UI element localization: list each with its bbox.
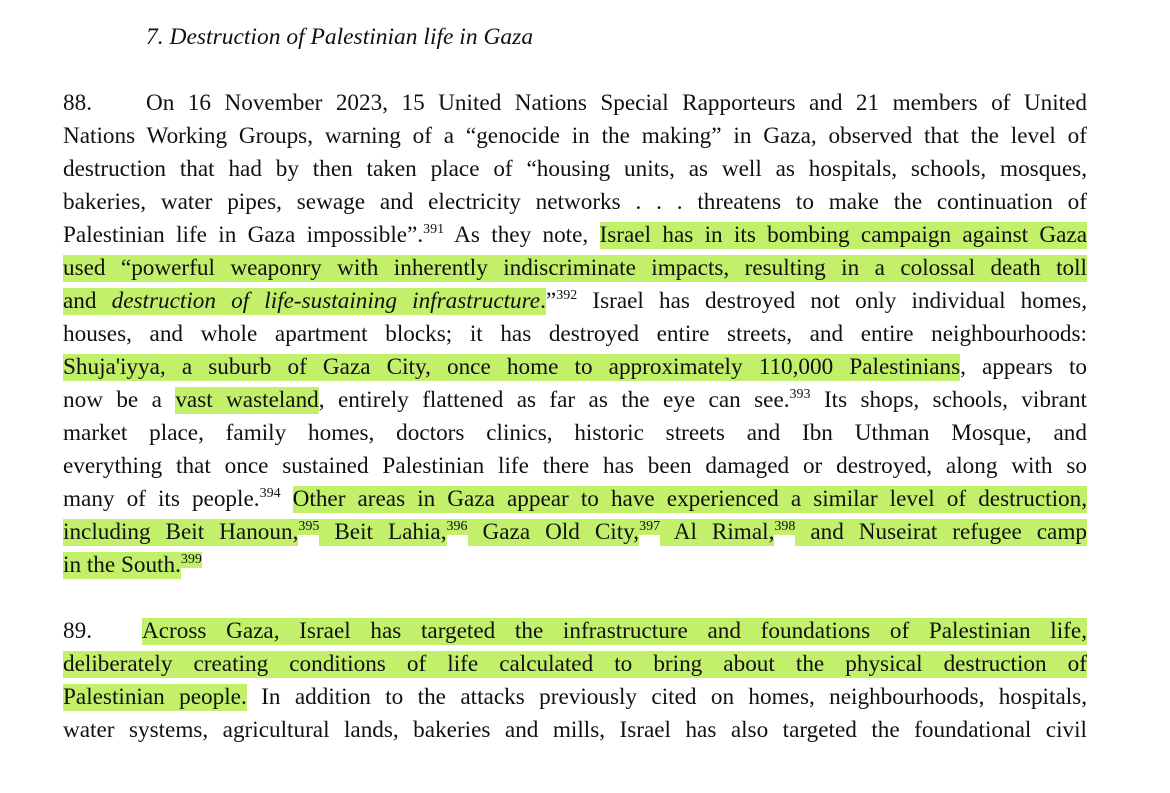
para-88-line-12	[63, 450, 1087, 483]
para-88-line-2	[63, 120, 1087, 153]
para-89-text: In addition to the attacks previously cited on homes, neighbourhoods, hospitals,	[246, 684, 1088, 710]
para-88-text: market place, family homes, doctors clinics, historic streets and Ibn Uthman Mosque, and	[63, 420, 1087, 446]
para-88-line-14	[63, 516, 1087, 549]
highlighted-text: .	[540, 288, 546, 314]
footnote-ref-391[interactable]: 391	[423, 222, 445, 237]
para-88-text: , entirely flattened as far as the eye can see.	[318, 387, 790, 413]
para-88-line-10	[63, 384, 1087, 417]
highlighted-text: including Beit Hanoun,	[63, 519, 299, 545]
highlighted-italic-text: destruction of life-sustaining infrastructure	[111, 288, 541, 314]
para-88-text: everything that once sustained Palestinian life there has been damaged or destroyed, along with so	[63, 453, 1087, 479]
para-88-line-7	[63, 285, 1087, 318]
section-heading: 7. Destruction of Palestinian life in Gaza	[146, 24, 534, 50]
footnote-ref-392[interactable]: 392	[556, 288, 578, 303]
para-88-text: Israel has destroyed not only individual homes,	[577, 288, 1088, 314]
highlighted-text: Other areas in Gaza appear to have experienced a similar level of destruction,	[292, 486, 1088, 512]
footnote-ref-394[interactable]: 394	[259, 486, 281, 501]
para-88-line-11	[63, 417, 1087, 450]
paragraph-number-88: 88.	[63, 90, 92, 116]
para-89-text: water systems, agricultural lands, bakeries and mills, Israel has also targeted the foundational civil	[63, 717, 1087, 743]
para-88-line-3	[63, 153, 1087, 186]
para-88-line-15	[63, 549, 1087, 582]
highlighted-text: vast wasteland	[175, 387, 319, 413]
highlighted-text: Al Rimal,	[660, 519, 775, 545]
para-88-line-6	[63, 252, 1087, 285]
para-89-line-3	[63, 681, 1087, 714]
para-88-line-4	[63, 186, 1087, 219]
para-88-text: bakeries, water pipes, sewage and electricity networks . . . threatens to make the continuation of	[63, 189, 1087, 215]
para-88-text: now be a	[63, 387, 176, 413]
footnote-ref-395[interactable]: 395	[298, 519, 320, 534]
highlighted-text: deliberately creating conditions of life calculated to bring about the physical destruction of	[63, 651, 1087, 677]
highlighted-text: and	[63, 288, 112, 314]
para-88-text: Nations Working Groups, warning of a “genocide in the making” in Gaza, observed that the level of	[63, 123, 1087, 149]
paragraph-number-89: 89.	[63, 618, 92, 644]
highlighted-text: Shuja'iyya, a suburb of Gaza City, once home to approximately 110,000 Palestinians	[63, 354, 961, 380]
para-88-line-13	[63, 483, 1087, 516]
para-88-line-1	[63, 87, 1087, 120]
para-88-text: houses, and whole apartment blocks; it has destroyed entire streets, and entire neighbourhoods:	[63, 321, 1087, 347]
para-88-line-9	[63, 351, 1087, 384]
highlighted-text: and Nuseirat refugee camp	[795, 519, 1087, 545]
para-88-text: Its shops, schools, vibrant	[810, 387, 1087, 413]
para-89-line-4	[63, 714, 1087, 747]
para-88-text: , appears to	[960, 354, 1087, 380]
para-88-text: On 16 November 2023, 15 United Nations Special Rapporteurs and 21 members of United	[145, 90, 1087, 116]
para-89-line-2	[63, 648, 1087, 681]
highlighted-text: Beit Lahia,	[319, 519, 447, 545]
para-88-text: many of its people.	[63, 486, 260, 512]
footnote-ref-398[interactable]: 398	[774, 519, 796, 534]
para-88-line-8	[63, 318, 1087, 351]
highlighted-text: Israel has in its bombing campaign against Gaza	[599, 222, 1087, 248]
space	[281, 486, 293, 512]
footnote-ref-396[interactable]: 396	[446, 519, 468, 534]
footnote-ref-397[interactable]: 397	[639, 519, 661, 534]
highlighted-text: Across Gaza, Israel has targeted the infrastructure and foundations of Palestinian life,	[141, 618, 1087, 644]
para-89-line-1	[63, 615, 1087, 648]
highlighted-text: in the South.	[63, 552, 181, 578]
para-88-line-5	[63, 219, 1087, 252]
para-88-text: Palestinian life in Gaza impossible”.	[63, 222, 424, 248]
highlighted-text: Palestinian people.	[63, 684, 247, 710]
highlighted-text: used “powerful weaponry with inherently indiscriminate impacts, resulting in a colossal death toll	[63, 255, 1087, 281]
footnote-ref-399[interactable]: 399	[180, 552, 202, 567]
footnote-ref-393[interactable]: 393	[789, 387, 811, 402]
para-88-text: destruction that had by then taken place of “housing units, as well as hospitals, schools, mosques,	[63, 156, 1087, 182]
closing-quote: ”	[545, 288, 557, 314]
highlighted-text: Gaza Old City,	[467, 519, 640, 545]
para-88-text: As they note,	[444, 222, 600, 248]
